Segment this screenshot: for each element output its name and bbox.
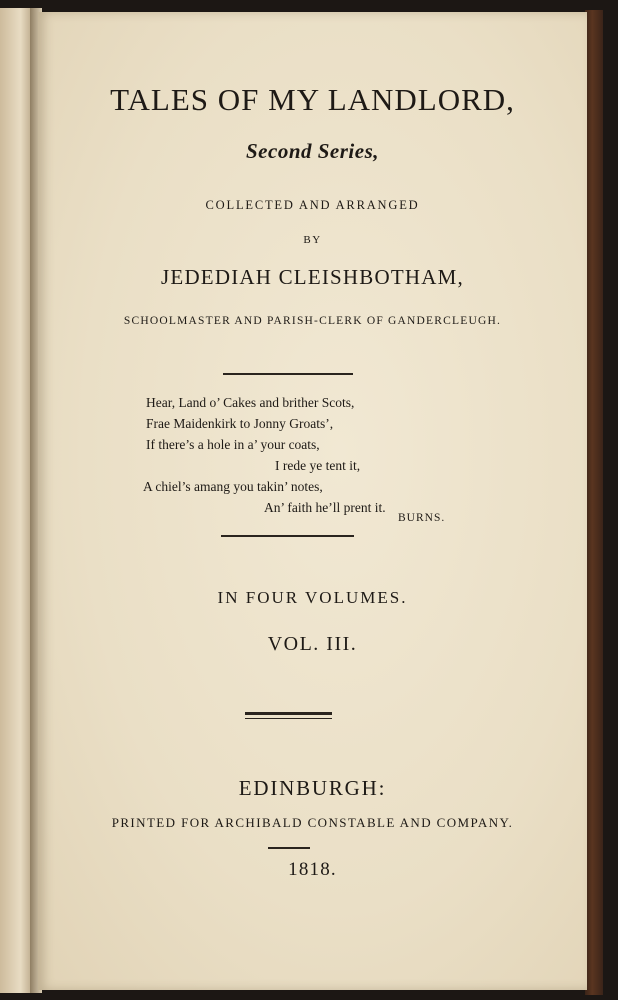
collected-line: COLLECTED AND ARRANGED xyxy=(205,198,420,212)
author-name: JEDEDIAH CLEISHBOTHAM, xyxy=(161,265,464,289)
epigraph-line: Frae Maidenkirk to Jonny Groats’, xyxy=(146,416,334,431)
volumes-line: IN FOUR VOLUMES. xyxy=(217,588,408,607)
book-subtitle: Second Series, xyxy=(246,139,379,163)
double-rule-thin xyxy=(245,718,332,719)
divider-rule xyxy=(221,535,354,537)
double-rule xyxy=(245,712,332,715)
cover-edge xyxy=(585,10,603,995)
volume-number: VOL. III. xyxy=(267,633,358,655)
epigraph-attribution: BURNS. xyxy=(398,512,446,524)
publication-year: 1818. xyxy=(288,859,337,880)
divider-rule xyxy=(223,373,353,375)
epigraph-line: An’ faith he’ll prent it. xyxy=(264,500,386,515)
book-title: TALES OF MY LANDLORD, xyxy=(110,82,515,117)
publication-city: EDINBURGH: xyxy=(238,776,387,800)
epigraph-line: Hear, Land o’ Cakes and brither Scots, xyxy=(146,395,355,410)
epigraph-line: If there’s a hole in a’ your coats, xyxy=(146,437,320,452)
printer-line: PRINTED FOR ARCHIBALD CONSTABLE AND COMPANY. xyxy=(111,815,514,830)
author-description: SCHOOLMASTER AND PARISH-CLERK OF GANDERCLEUGH. xyxy=(123,315,502,327)
by-line: BY xyxy=(303,234,322,246)
epigraph-line: A chiel’s amang you takin’ notes, xyxy=(143,479,323,494)
epigraph-line: I rede ye tent it, xyxy=(275,458,361,473)
title-page xyxy=(38,12,587,990)
divider-rule xyxy=(268,847,310,849)
